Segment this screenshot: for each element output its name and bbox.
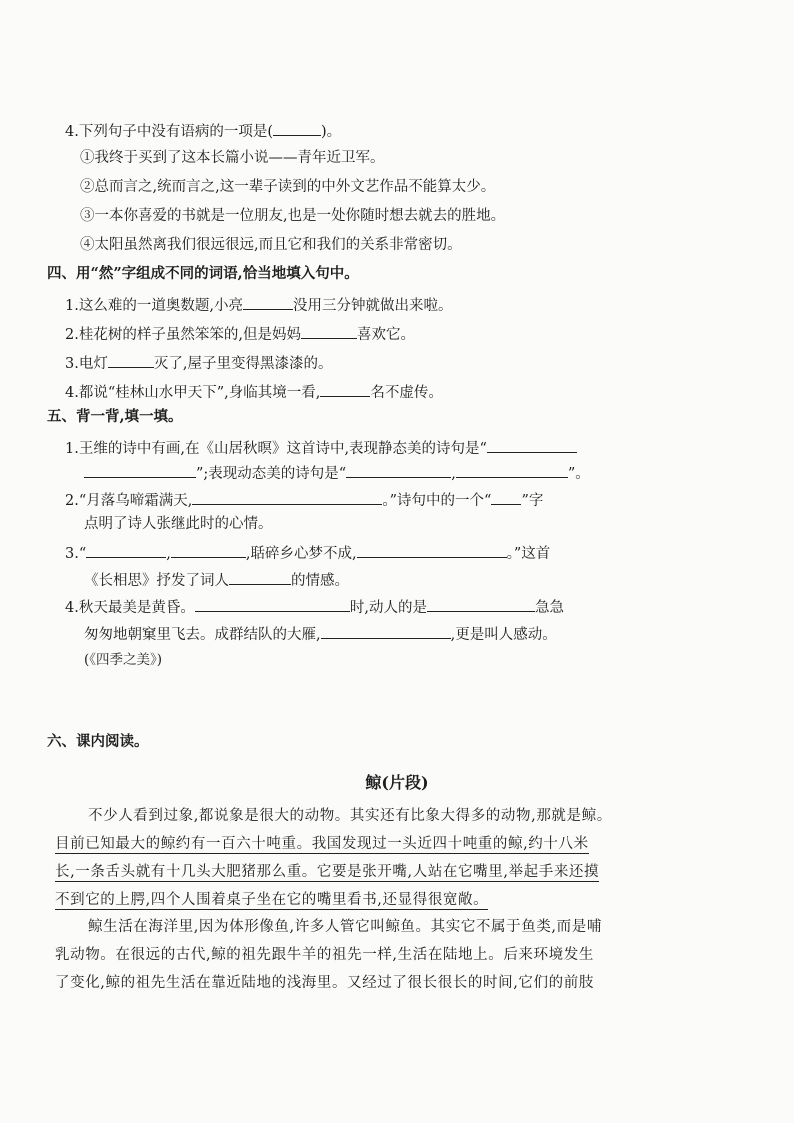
answer-blank[interactable] xyxy=(108,351,154,368)
passage-p2-line-1: 鲸生活在海洋里,因为体形像鱼,许多人管它叫鲸鱼。其实它不属于鱼类,而是哺 xyxy=(88,919,602,935)
passage-p1-line-4: 不到它的上腭,四个人围着桌子坐在它的嘴里看书,还显得很宽敞。 xyxy=(55,892,489,908)
answer-blank[interactable] xyxy=(229,568,291,585)
answer-blank[interactable] xyxy=(321,622,451,639)
answer-blank[interactable] xyxy=(273,119,321,136)
answer-blank[interactable] xyxy=(243,293,293,310)
answer-blank[interactable] xyxy=(346,461,451,478)
q4-stem: 4.下列句子中没有语病的一项是( )。 xyxy=(65,119,341,142)
passage-p2-line-2: 乳动物。在很远的古代,鲸的祖先跟牛羊的祖先一样,生活在陆地上。后来环境发生 xyxy=(55,947,594,963)
answer-blank[interactable] xyxy=(171,541,246,558)
passage-title: 鲸(片段) xyxy=(365,773,429,792)
answer-blank[interactable] xyxy=(86,541,166,558)
s4-item-2: 2.桂花树的样子虽然笨笨的,但是妈妈 喜欢它。 xyxy=(65,322,415,345)
passage-p1-line-3: 长,一条舌头就有十几头大肥猪那么重。它要是张开嘴,人站在它嘴里,举起手来还摸 xyxy=(55,864,600,880)
passage-p1-line-1: 不少人看到过象,都说象是很大的动物。其实还有比象大得多的动物,那就是鲸。 xyxy=(88,808,612,824)
passage-p1-line-2: 目前已知最大的鲸约有一百六十吨重。我国发现过一头近四十吨重的鲸,约十八米 xyxy=(55,836,589,852)
answer-blank[interactable] xyxy=(456,461,568,478)
answer-blank[interactable] xyxy=(301,322,357,339)
q4-option-3: ③一本你喜爱的书就是一位朋友,也是一处你随时想去就去的胜地。 xyxy=(80,208,506,224)
s5-item-4-source: (《四季之美》) xyxy=(84,652,163,668)
q4-option-1: ①我终于买到了这本长篇小说——青年近卫军。 xyxy=(80,150,385,166)
s4-item-3: 3.电灯 灭了,屋子里变得黑漆漆的。 xyxy=(65,351,332,374)
s4-item-1: 1.这么难的一道奥数题,小亮 没用三分钟就做出来啦。 xyxy=(65,293,452,316)
s5-item-4-line-1: 4.秋天最美是黄昏。 时,动人的是 急急 xyxy=(65,595,564,618)
answer-blank[interactable] xyxy=(427,595,535,612)
s5-item-3-line-2: 《长相思》抒发了词人 的情感。 xyxy=(84,568,349,591)
answer-blank[interactable] xyxy=(357,541,507,558)
answer-blank[interactable] xyxy=(491,488,521,505)
q4-option-2: ②总而言之,统而言之,这一辈子读到的中外文艺作品不能算太少。 xyxy=(80,179,496,195)
s5-item-1-line-2: ”;表现动态美的诗句是“ , ”。 xyxy=(84,461,590,484)
s5-item-2-line-1: 2.“月落乌啼霜满天, 。”诗句中的一个“ ”字 xyxy=(65,488,543,511)
passage-p2-line-3: 了变化,鲸的祖先生活在靠近陆地的浅海里。又经过了很长很长的时间,它们的前肢 xyxy=(55,975,594,991)
section-4-heading: 四、用“然”字组成不同的词语,恰当地填入句中。 xyxy=(47,265,359,282)
answer-blank[interactable] xyxy=(320,380,370,397)
answer-blank[interactable] xyxy=(192,488,382,505)
s5-item-4-line-2: 匆匆地朝窠里飞去。成群结队的大雁, ,更是叫人感动。 xyxy=(84,622,557,645)
s5-item-1-line-1: 1.王维的诗中有画,在《山居秋暝》这首诗中,表现静态美的诗句是“ xyxy=(65,436,577,459)
answer-blank[interactable] xyxy=(195,595,350,612)
s4-item-4: 4.都说“桂林山水甲天下”,身临其境一看, 名不虚传。 xyxy=(65,380,443,403)
answer-blank[interactable] xyxy=(84,461,196,478)
answer-blank[interactable] xyxy=(487,436,577,453)
q4-option-4: ④太阳虽然离我们很远很远,而且它和我们的关系非常密切。 xyxy=(80,237,462,253)
section-6-heading: 六、课内阅读。 xyxy=(47,733,149,750)
s5-item-2-line-2: 点明了诗人张继此时的心情。 xyxy=(84,516,273,532)
section-5-heading: 五、背一背,填一填。 xyxy=(47,408,183,425)
s5-item-3-line-1: 3.“ , ,聒碎乡心梦不成, 。”这首 xyxy=(65,541,550,564)
